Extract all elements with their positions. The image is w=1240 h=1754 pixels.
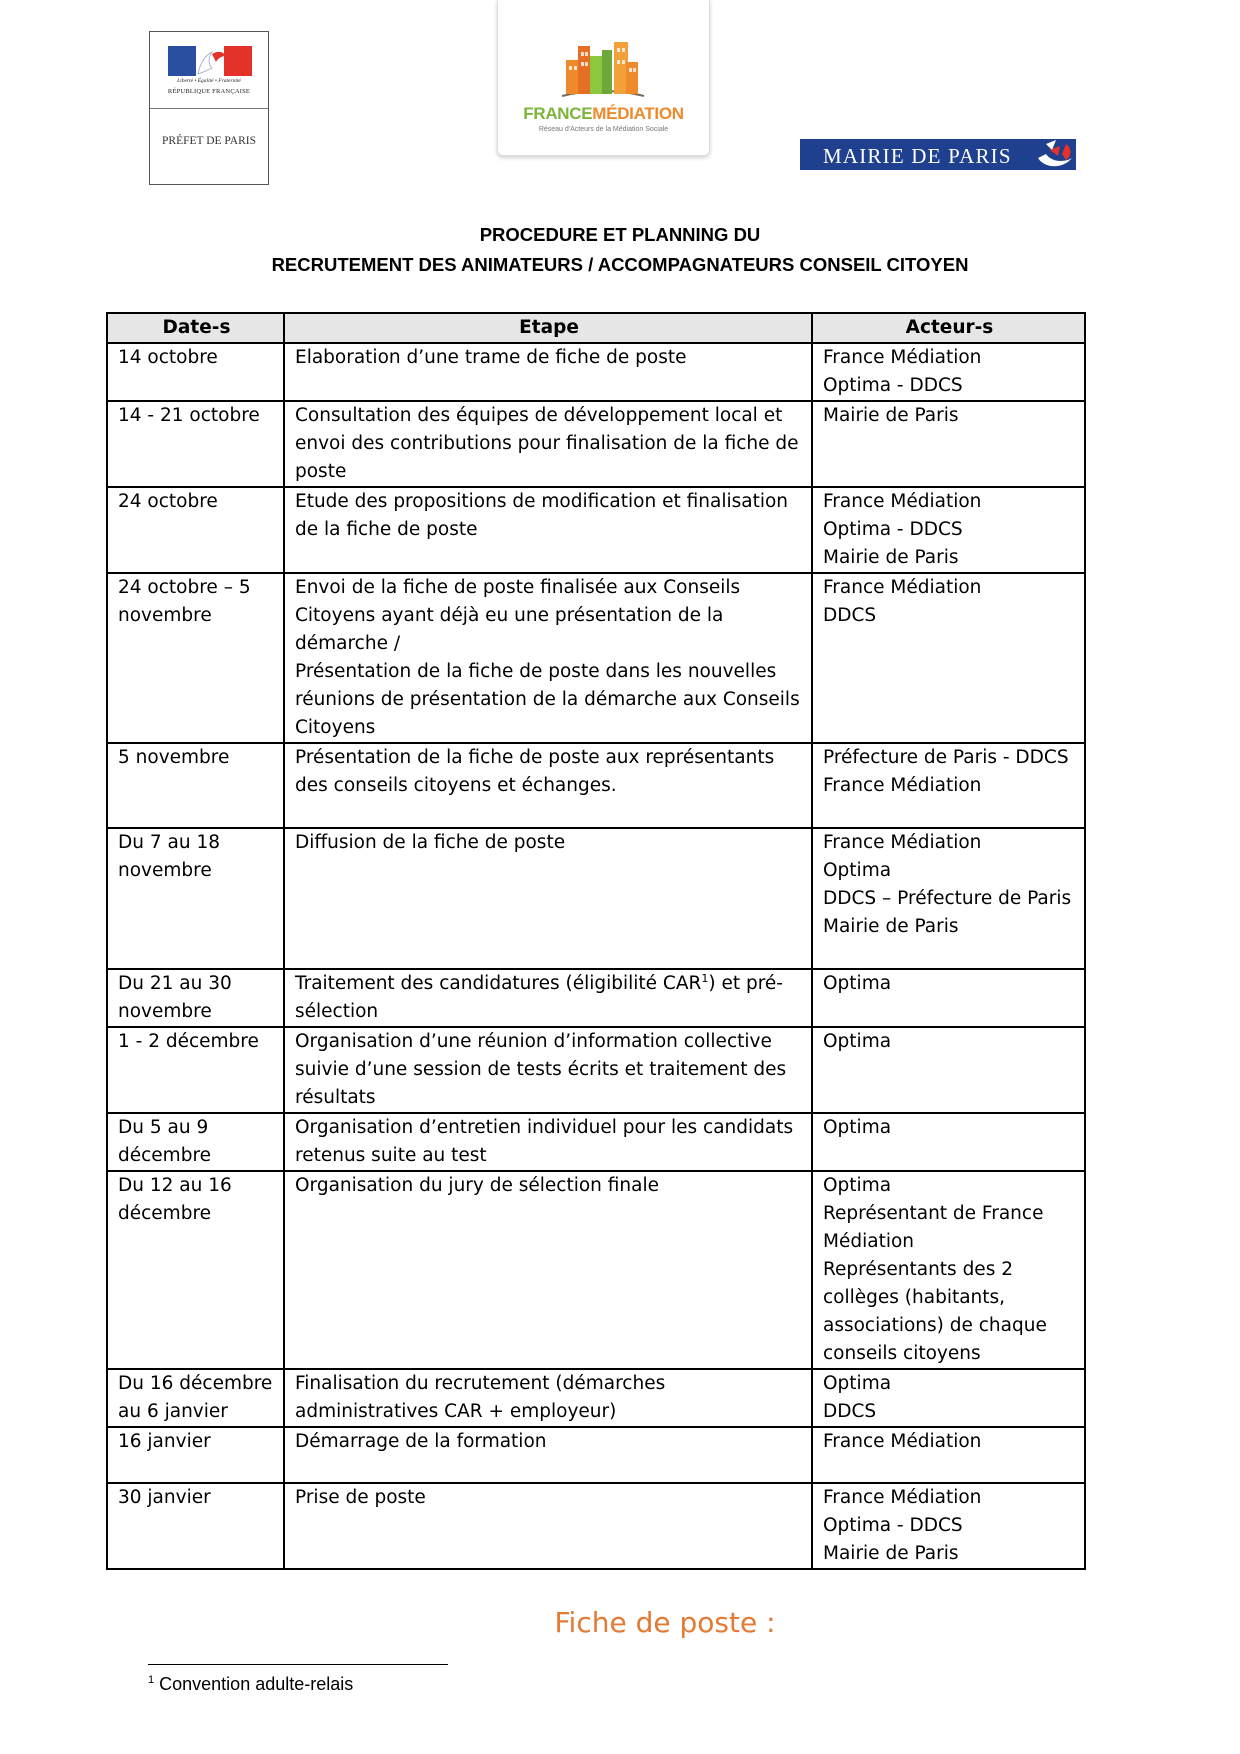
acteur-text: DDCS xyxy=(823,1401,877,1422)
date-text: Du 12 au 16 décembre xyxy=(118,1175,232,1224)
column-header-acteurs: Acteur-s xyxy=(812,313,1085,343)
table-header-row xyxy=(107,313,1085,343)
acteur-text: Optima xyxy=(823,1117,892,1138)
etape-cell xyxy=(284,573,812,743)
acteurs-cell xyxy=(812,343,1085,401)
date-cell xyxy=(107,401,284,487)
acteurs-cell xyxy=(812,487,1085,573)
mairie-de-paris-text: MAIRIE DE PARIS xyxy=(823,144,1012,168)
etape-cell xyxy=(284,1171,812,1369)
table-row xyxy=(107,743,1085,828)
etape-cell xyxy=(284,401,812,487)
date-text: 14 - 21 octobre xyxy=(118,405,260,426)
table-row xyxy=(107,969,1085,1027)
france-mediation-name xyxy=(498,104,709,124)
date-cell xyxy=(107,743,284,828)
prefet-divider xyxy=(150,108,268,109)
buildings-icon xyxy=(560,38,646,100)
etape-text-part: ) et pré-sélection xyxy=(295,973,783,1022)
marianne-flag-icon xyxy=(168,46,252,76)
date-text: 24 octobre xyxy=(118,491,218,512)
date-text: Du 21 au 30 novembre xyxy=(118,973,232,1022)
acteurs-cell xyxy=(812,1427,1085,1483)
footnote-text: Convention adulte-relais xyxy=(159,1674,354,1694)
acteurs-cell xyxy=(812,743,1085,828)
table-row xyxy=(107,1171,1085,1369)
table-row xyxy=(107,1427,1085,1483)
acteurs-cell xyxy=(812,401,1085,487)
table-row xyxy=(107,1113,1085,1171)
etape-text: Présentation de la fiche de poste aux représentants des conseils citoyens et échanges. xyxy=(295,747,775,796)
etape-cell xyxy=(284,969,812,1027)
planning-table xyxy=(106,312,1086,1570)
document-title-line2: RECRUTEMENT DES ANIMATEURS / ACCOMPAGNATEURS CONSEIL CITOYEN xyxy=(271,254,969,275)
etape-cell xyxy=(284,1027,812,1113)
mairie-de-paris-logo xyxy=(800,139,1074,170)
fm-name-part2: MÉDIATION xyxy=(592,104,684,123)
acteurs-cell xyxy=(812,1027,1085,1113)
etape-cell xyxy=(284,1483,812,1569)
acteurs-cell xyxy=(812,573,1085,743)
date-text: Du 7 au 18 novembre xyxy=(118,832,220,881)
acteur-text: Mairie de Paris xyxy=(823,916,959,937)
table-row xyxy=(107,1027,1085,1113)
date-text: 16 janvier xyxy=(118,1431,211,1452)
acteur-text: DDCS xyxy=(823,605,877,626)
column-header-dates: Date-s xyxy=(107,313,284,343)
column-header-etape: Etape xyxy=(284,313,812,343)
etape-text: Organisation d’une réunion d’information collective suivie d’une session de tests écrits et traitement des résultats xyxy=(295,1031,787,1108)
etape-text: Organisation du jury de sélection finale xyxy=(295,1175,660,1196)
acteurs-cell xyxy=(812,1369,1085,1427)
acteurs-cell xyxy=(812,1483,1085,1569)
etape-text: Organisation d’entretien individuel pour les candidats retenus suite au test xyxy=(295,1117,794,1166)
date-cell xyxy=(107,487,284,573)
date-text: Du 16 décembre au 6 janvier xyxy=(118,1373,273,1422)
acteur-text: France Médiation xyxy=(823,577,982,598)
date-cell xyxy=(107,343,284,401)
etape-cell xyxy=(284,1113,812,1171)
acteur-text: Mairie de Paris xyxy=(823,1543,959,1564)
acteur-text: Optima xyxy=(823,1175,892,1196)
prefet-de-paris-logo xyxy=(149,31,269,185)
acteurs-cell xyxy=(812,828,1085,969)
etape-cell xyxy=(284,343,812,401)
date-text: 5 novembre xyxy=(118,747,230,768)
france-mediation-subtitle: Réseau d'Acteurs de la Médiation Sociale xyxy=(538,126,669,133)
date-cell xyxy=(107,969,284,1027)
etape-text: Consultation des équipes de développement local et envoi des contributions pour finalisation de la fiche de poste xyxy=(295,405,799,482)
date-cell xyxy=(107,573,284,743)
table-row xyxy=(107,1369,1085,1427)
footnote-reference: 1 xyxy=(701,971,709,985)
acteur-text: Optima xyxy=(823,973,892,994)
footnote-separator xyxy=(148,1664,448,1665)
etape-cell xyxy=(284,743,812,828)
acteur-text: Représentants des 2 collèges (habitants, associations) de chaque conseils citoyens xyxy=(823,1259,1047,1364)
etape-text: Diffusion de la fiche de poste xyxy=(295,832,566,853)
acteur-text: Optima xyxy=(823,860,892,881)
fm-name-part1: FRANCE xyxy=(523,104,593,123)
acteur-text: France Médiation xyxy=(823,1431,982,1452)
date-text: Du 5 au 9 décembre xyxy=(118,1117,212,1166)
acteur-text: France Médiation xyxy=(823,832,982,853)
france-mediation-logo xyxy=(497,0,710,156)
document-title-line1: PROCEDURE ET PLANNING DU xyxy=(479,224,761,245)
date-cell xyxy=(107,1027,284,1113)
prefet-republique: RÉPUBLIQUE FRANÇAISE xyxy=(167,88,251,95)
prefet-motto: Liberté • Égalité • Fraternité xyxy=(177,78,241,84)
acteurs-cell xyxy=(812,969,1085,1027)
etape-text: Etude des propositions de modification et finalisation de la fiche de poste xyxy=(295,491,789,540)
etape-text: Démarrage de la formation xyxy=(295,1431,547,1452)
table-row xyxy=(107,828,1085,969)
etape-cell xyxy=(284,1427,812,1483)
acteur-text: Optima - DDCS xyxy=(823,1515,963,1536)
table-row xyxy=(107,573,1085,743)
acteurs-cell xyxy=(812,1113,1085,1171)
table-row xyxy=(107,1483,1085,1569)
date-cell xyxy=(107,1171,284,1369)
etape-text xyxy=(295,970,803,1026)
acteur-text: France Médiation xyxy=(823,1487,982,1508)
acteur-text: Mairie de Paris xyxy=(823,547,959,568)
acteur-text: France Médiation xyxy=(823,491,982,512)
date-text: 24 octobre – 5 novembre xyxy=(118,577,251,626)
etape-text: Présentation de la fiche de poste dans les nouvelles réunions de présentation de la démarche aux Conseils Citoyens xyxy=(295,661,800,738)
fiche-de-poste-heading: Fiche de poste : xyxy=(554,1606,776,1639)
date-text: 30 janvier xyxy=(118,1487,211,1508)
table-row xyxy=(107,343,1085,401)
date-cell xyxy=(107,1483,284,1569)
acteur-text: Préfecture de Paris - DDCS xyxy=(823,747,1069,768)
etape-cell xyxy=(284,487,812,573)
etape-text: Finalisation du recrutement (démarches administratives CAR + employeur) xyxy=(295,1373,666,1422)
etape-text: Envoi de la fiche de poste finalisée aux Conseils Citoyens ayant déjà eu une présentation de la démarche / xyxy=(295,577,741,654)
date-cell xyxy=(107,1369,284,1427)
paris-ship-icon xyxy=(1032,136,1076,172)
acteur-text: France Médiation xyxy=(823,347,982,368)
acteurs-cell xyxy=(812,1171,1085,1369)
prefet-name: PRÉFET DE PARIS xyxy=(162,135,256,147)
date-text: 14 octobre xyxy=(118,347,218,368)
acteur-text: Optima - DDCS xyxy=(823,519,963,540)
date-cell xyxy=(107,1113,284,1171)
acteur-text: DDCS – Préfecture de Paris xyxy=(823,888,1072,909)
etape-text: Prise de poste xyxy=(295,1487,426,1508)
acteur-text: Optima xyxy=(823,1373,892,1394)
etape-text-part: Traitement des candidatures (éligibilité CAR xyxy=(295,973,702,994)
etape-text: Elaboration d’une trame de fiche de poste xyxy=(295,347,687,368)
acteur-text: Mairie de Paris xyxy=(823,405,959,426)
acteur-text: France Médiation xyxy=(823,775,982,796)
date-cell xyxy=(107,828,284,969)
footnote-marker: 1 xyxy=(148,1674,155,1686)
acteur-text: Optima - DDCS xyxy=(823,375,963,396)
date-cell xyxy=(107,1427,284,1483)
etape-cell xyxy=(284,828,812,969)
acteur-text: Représentant de France Médiation xyxy=(823,1203,1044,1252)
acteur-text: Optima xyxy=(823,1031,892,1052)
table-row xyxy=(107,487,1085,573)
footnote xyxy=(148,1674,353,1695)
date-text: 1 - 2 décembre xyxy=(118,1031,259,1052)
table-row xyxy=(107,401,1085,487)
etape-cell xyxy=(284,1369,812,1427)
